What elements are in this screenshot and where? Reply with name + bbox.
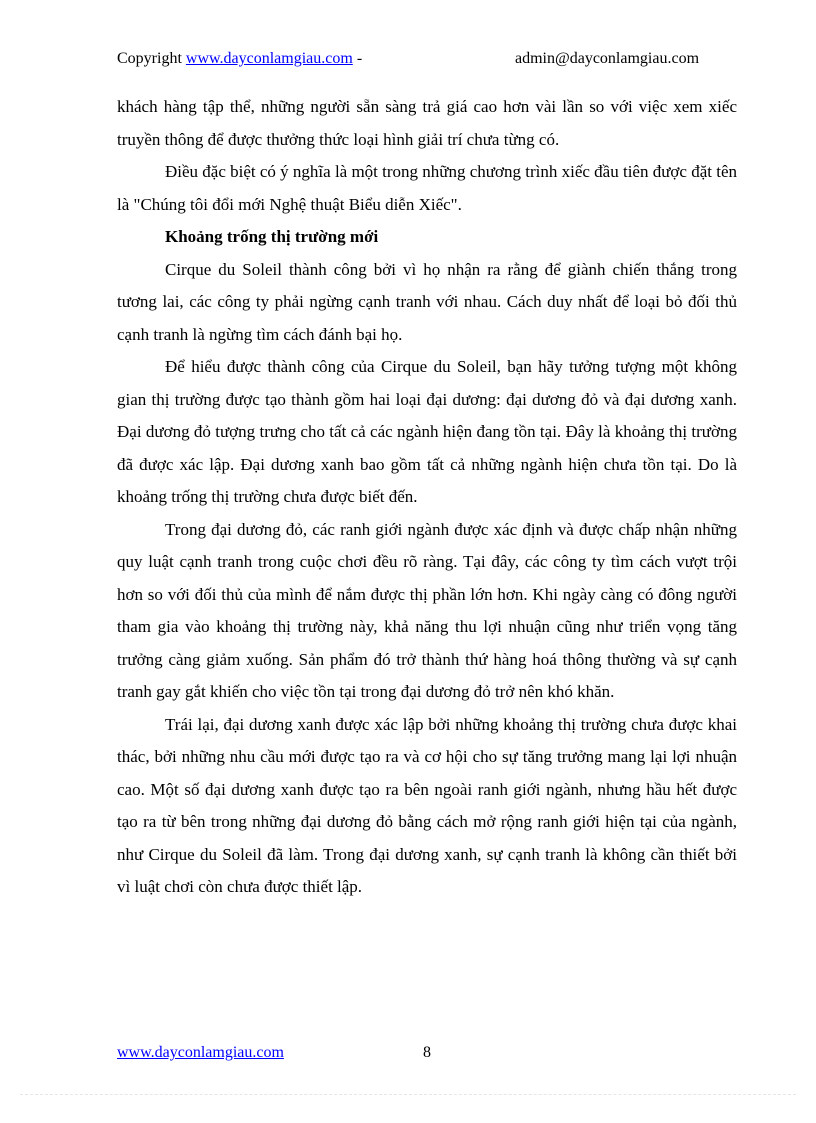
header-separator: -: [356, 50, 363, 67]
document-body: [117, 91, 737, 904]
footer-site-link[interactable]: www.dayconlamgiau.com: [117, 1044, 284, 1061]
page-header: [117, 48, 737, 70]
page-number: 8: [423, 1044, 431, 1061]
page-divider: [20, 1094, 796, 1095]
paragraph-two-oceans: Để hiểu được thành công của Cirque du Soleil, bạn hãy tưởng tượng một không gian thị trường được tạo thành gồm hai loại đại dương: đại dương đỏ và đại dương xanh. Đại dương đỏ tượng trưng cho tất cả các ngành hiện đang tồn tại. Đây là khoảng thị trường đã được xác lập. Đại dương xanh bao gồm tất cả những ngành hiện chưa tồn tại. Do là khoảng trống thị trường chưa được biết đến.: [117, 357, 737, 506]
paragraph-continuation: khách hàng tập thể, những người sẵn sàng trả giá cao hơn vài lần so với việc xem xiếc truyền thông để được thưởng thức loại hình giải trí chưa từng có.: [117, 97, 737, 149]
section-heading: Khoảng trống thị trường mới: [165, 227, 379, 246]
copyright-label: Copyright: [117, 50, 182, 67]
paragraph-cirque-success: Cirque du Soleil thành công bởi vì họ nhận ra rằng để giành chiến thắng trong tương lai, các công ty phải ngừng cạnh tranh với nhau. Cách duy nhất để loại bỏ đối thủ cạnh tranh là ngừng tìm cách đánh bại họ.: [117, 259, 737, 344]
page-footer: [117, 1042, 737, 1064]
header-email: admin@dayconlamgiau.com: [515, 50, 700, 67]
paragraph-blue-ocean: Trái lại, đại dương xanh được xác lập bởi những khoảng thị trường chưa được khai thác, bởi những nhu cầu mới được tạo ra và cơ hội cho sự tăng trưởng mang lại lợi nhuận cao. Một số đại dương xanh được tạo ra bên ngoài ranh giới ngành, nhưng hầu hết được tạo ra từ bên trong những đại dương đỏ bằng cách mở rộng ranh giới hiện tại của ngành, như Cirque du Soleil đã làm. Trong đại dương xanh, sự cạnh tranh là không cần thiết bởi vì luật chơi còn chưa được thiết lập.: [117, 714, 737, 896]
paragraph-show-name: Điều đặc biệt có ý nghĩa là một trong những chương trình xiếc đầu tiên được đặt tên là "Chúng tôi đổi mới Nghệ thuật Biểu diễn Xiếc".: [117, 162, 737, 214]
paragraph-red-ocean: Trong đại dương đỏ, các ranh giới ngành được xác định và được chấp nhận những quy luật cạnh tranh trong cuộc chơi đều rõ ràng. Tại đây, các công ty tìm cách vượt trội hơn so với đối thủ của mình để nắm được thị phần lớn hơn. Khi ngày càng có đông người tham gia vào khoảng thị trường này, khả năng thu lợi nhuận cũng như triển vọng tăng trưởng càng giảm xuống. Sản phẩm đó trở thành thứ hàng hoá thông thường và sự cạnh tranh gay gắt khiến cho việc tồn tại trong đại dương đỏ trở nên khó khăn.: [117, 519, 737, 701]
header-site-link[interactable]: www.dayconlamgiau.com: [185, 50, 353, 67]
copyright-notice: [117, 48, 362, 70]
